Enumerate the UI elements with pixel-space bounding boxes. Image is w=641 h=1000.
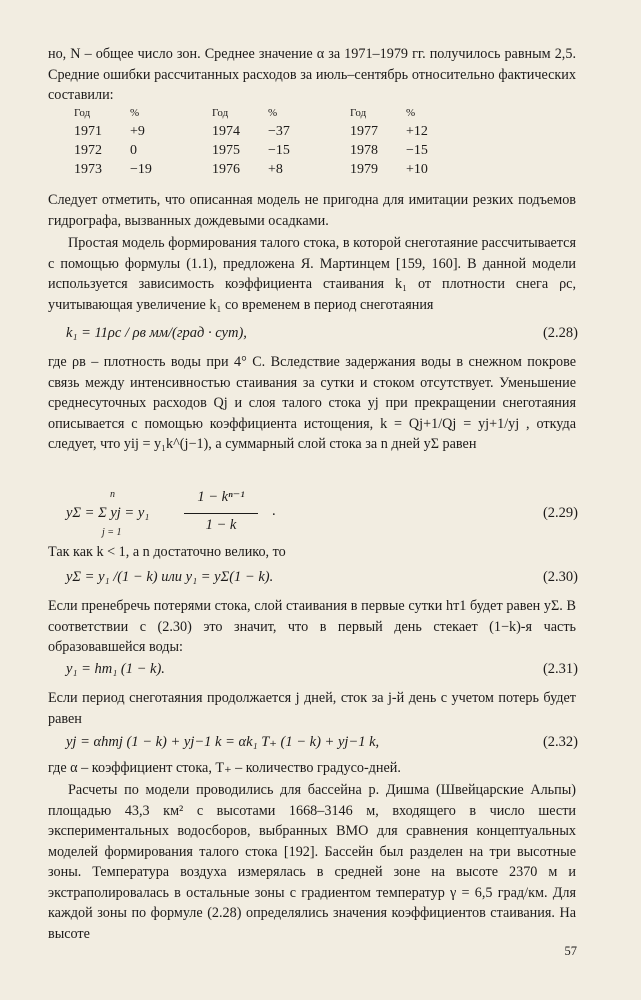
page-number: 57 [564, 944, 577, 958]
table-cell: 1973 [74, 161, 102, 177]
sum-lower-limit: j = 1 [102, 527, 122, 538]
table-cell: −15 [268, 142, 290, 158]
equation-number: (2.28) [542, 325, 578, 341]
table-row [74, 141, 488, 160]
equation-body: yj = αhтj (1 − k) + yj−1 k = αk₁ T₊ (1 − k) + yj−1 k, [66, 734, 380, 750]
table-cell: −19 [130, 161, 152, 177]
dischma-paragraph: Расчеты по модели проводились для бассейна р. Дишма (Швейцарские Альпы) площадью 43,3 км² с высотами 1668–3146 м, входящего в число шести экспериментальных водосборов, выбранных ВМО для сравнения концептуальных моделей формирования талого стока [192]. Бассейн был разделен на три высотные зоны. Температура воздуха измерялась в средней зоне на высоте 2370 м и экстраполировалась в остальные зоны с градиентом температур γ = 6,5 град/км. Для каждой зоны по формуле (2.28) определялись значения коэффициентов стаивания. На высоте [48, 782, 576, 942]
equation-body: y₁ = hт₁ (1 − k). [66, 661, 165, 677]
table-cell: 1976 [212, 161, 240, 177]
table-cell: −37 [268, 123, 290, 139]
table-cell: 0 [130, 142, 137, 158]
equation-2-29 [66, 487, 578, 549]
equation-body: yΣ = y₁ /(1 − k) или y₁ = yΣ(1 − k). [66, 569, 274, 585]
table-cell: 1974 [212, 123, 240, 139]
equation-body: k₁ = 11ρс / ρв мм/(град · сут), [66, 325, 247, 341]
header-cell: % [406, 107, 416, 119]
table-cell: 1972 [74, 142, 102, 158]
equation-2-28 [66, 322, 578, 344]
equation-tail: . [272, 503, 276, 519]
table-row [74, 160, 488, 179]
equation-2-31 [66, 658, 578, 680]
equation-body: yΣ = Σ yj = y₁ [66, 505, 150, 521]
equation-number: (2.29) [542, 505, 578, 521]
table-cell: 1975 [212, 142, 240, 158]
equation-number: (2.31) [542, 661, 578, 677]
table-cell: 1979 [350, 161, 378, 177]
error-table [74, 104, 488, 179]
table-cell: 1977 [350, 123, 378, 139]
table-cell: +9 [130, 123, 145, 139]
header-cell: % [268, 107, 278, 119]
table-cell: +12 [406, 123, 428, 139]
equation-number: (2.32) [542, 734, 578, 750]
period-paragraph: Если период снеготаяния продолжается j дней, сток за j-й день с учетом потерь будет равен [48, 690, 576, 727]
fraction-numerator: 1 − kⁿ⁻¹ [197, 489, 245, 505]
water-paragraph: где ρв – плотность воды при 4° С. Вследствие задержания воды в снежном покрове связь между интенсивностью стаивания за сутки и стоком отсутствует. Уменьшение среднесуточных расходов Qj и слоя талого стока yj при прекращении снеготаяния описывается с помощью коэффициента истощения, k = Qj+1/Qj = yj+1/yj , откуда следует, что yij = y₁k^(j−1), а суммарный слой стока за n дней yΣ равен [48, 354, 576, 452]
losses-paragraph: Если пренебречь потерями стока, слой стаивания в первые сутки hт1 будет равен yΣ. В соответствии с (2.30) это значит, что в первый день стекает (1−k)-я часть образовавшейся воды: [48, 598, 576, 655]
note-paragraph: Следует отметить, что описанная модель не пригодна для имитации резких подъемов гидрографа, вызванных дождевыми осадками. [48, 192, 576, 229]
table-cell: +8 [268, 161, 283, 177]
table-cell: 1971 [74, 123, 102, 139]
header-cell: Год [212, 107, 229, 119]
since-paragraph: Так как k < 1, а n достаточно велико, то [48, 544, 286, 560]
table-cell: 1978 [350, 142, 378, 158]
sum-upper-limit: n [110, 489, 115, 500]
table-row [74, 122, 488, 141]
header-cell: Год [350, 107, 367, 119]
table-cell: −15 [406, 142, 428, 158]
table-cell: +10 [406, 161, 428, 177]
model-paragraph: Простая модель формирования талого стока, в которой снеготаяние рассчитывается с помощью формулы (1.1), предложена Я. Мартинцем [159, 160]. В данной модели используется зависимость коэффициента стаивания k₁ от плотности снега ρс, учитывающая увеличение k₁ со временем в период снеготаяния [48, 235, 576, 313]
equation-number: (2.30) [542, 569, 578, 585]
table-header-row [74, 104, 488, 122]
intro-paragraph: но, N – общее число зон. Среднее значение α за 1971–1979 гг. получилось равным 2,5. Средние ошибки рассчитанных расходов за июль–сентябрь относительно фактических составили: [48, 46, 576, 103]
fraction-denominator: 1 − k [205, 517, 237, 533]
equation-2-30 [66, 566, 578, 588]
header-cell: Год [74, 107, 91, 119]
header-cell: % [130, 107, 140, 119]
fraction-line [184, 513, 258, 514]
where-paragraph: где α – коэффициент стока, T₊ – количество градусо-дней. [48, 760, 401, 776]
equation-2-32 [66, 731, 578, 753]
